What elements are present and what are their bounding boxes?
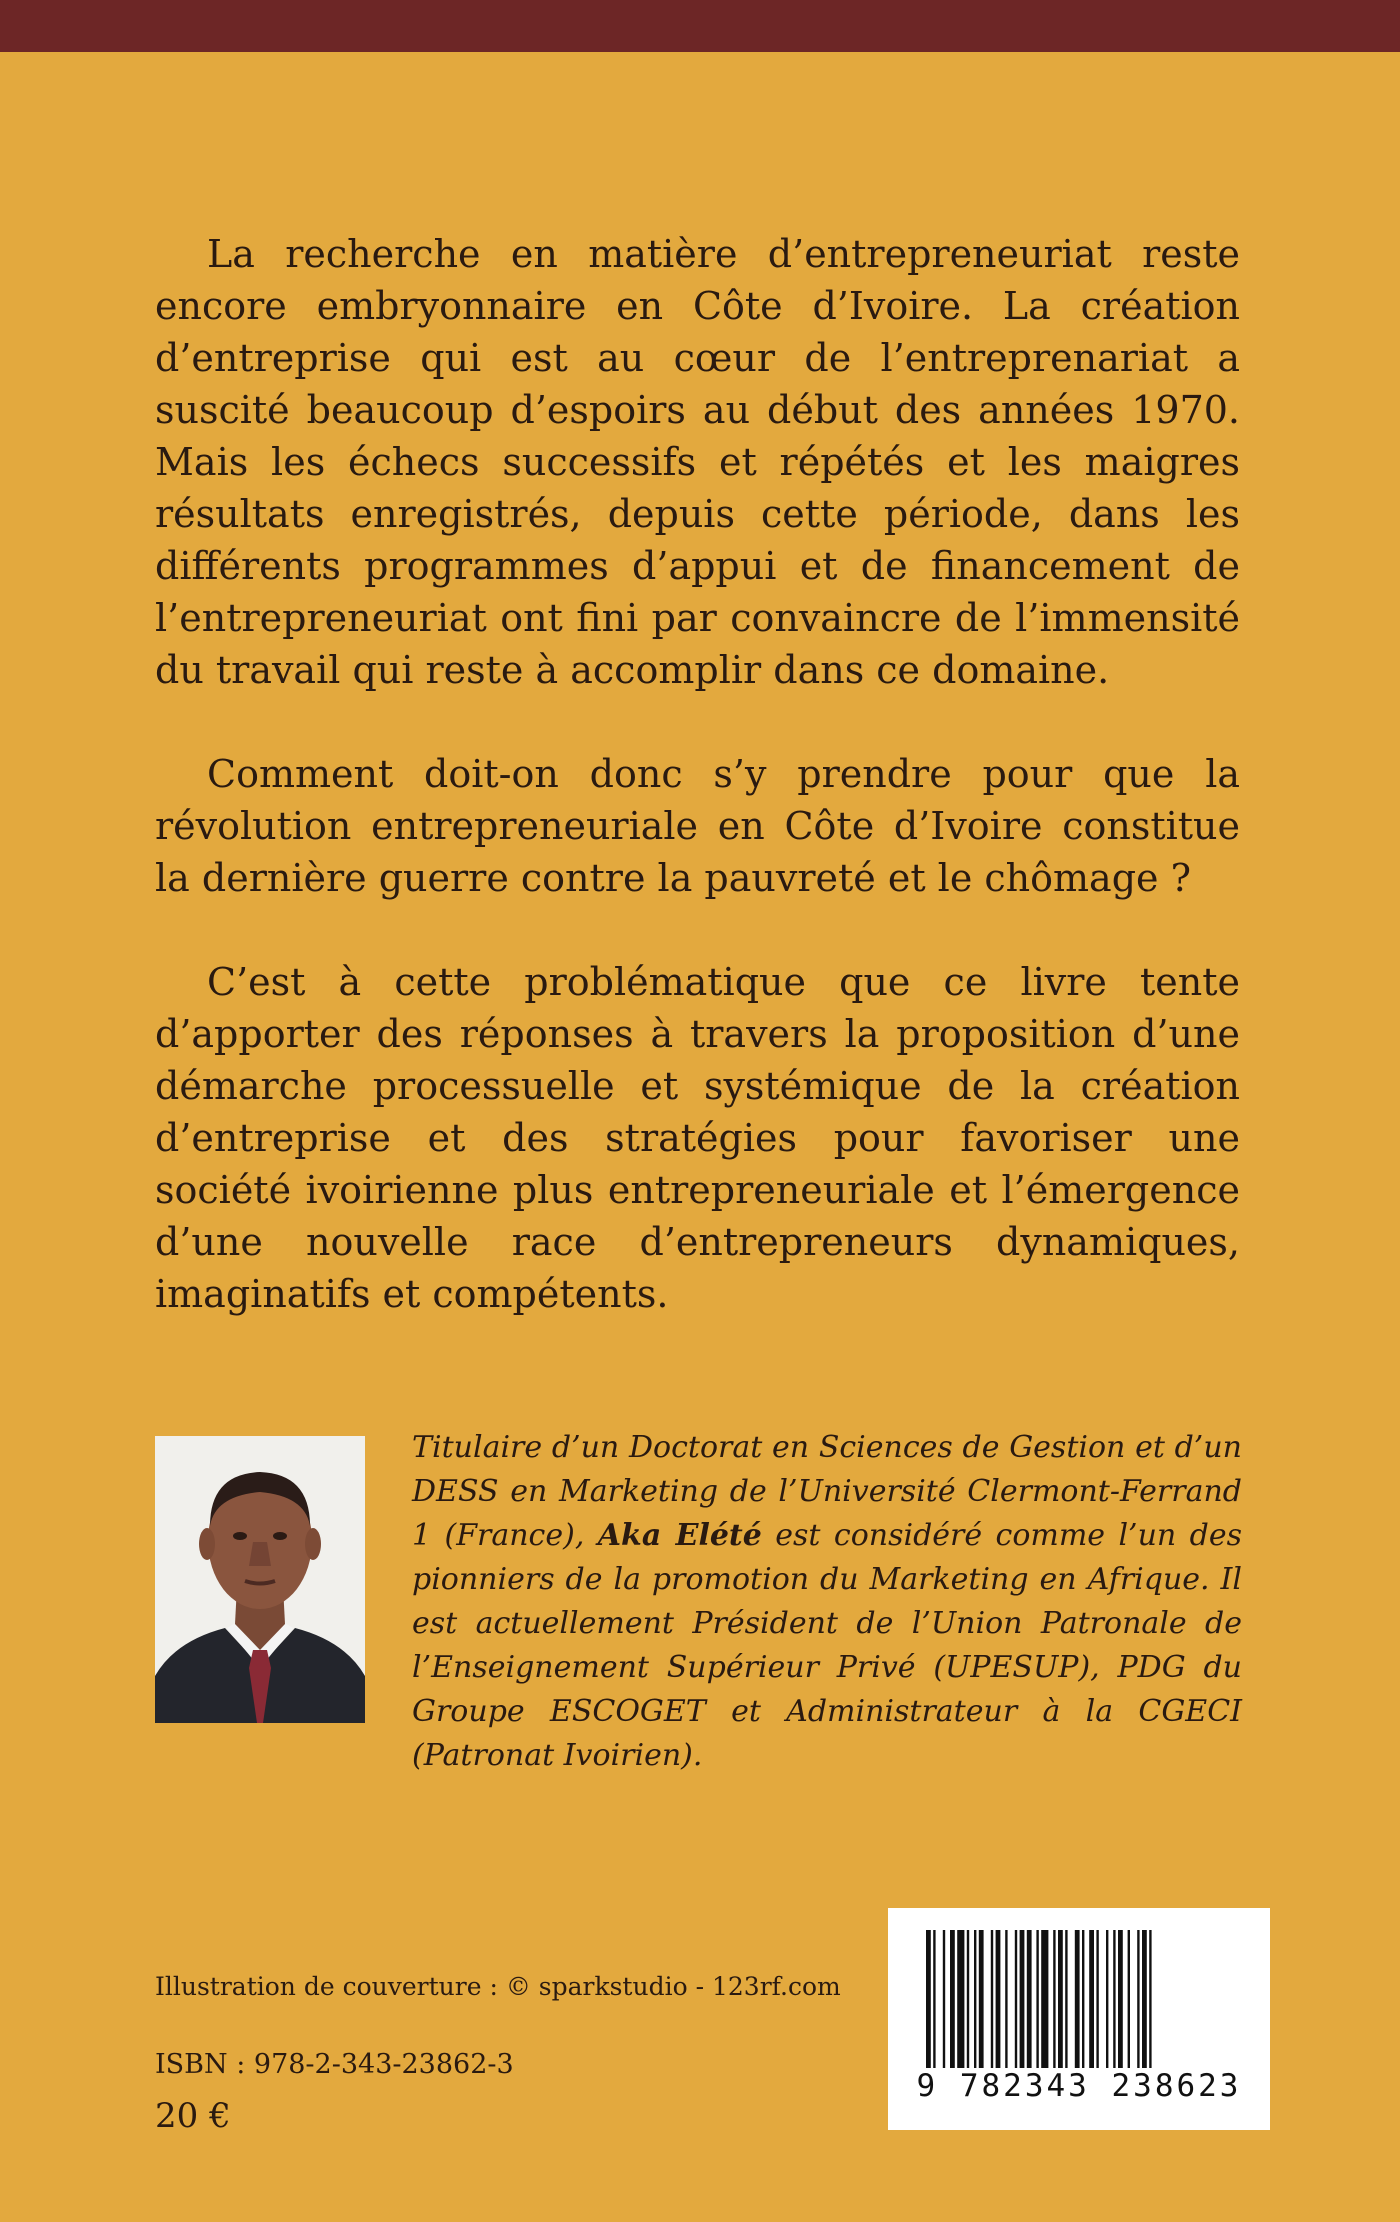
barcode-bar	[1096, 1930, 1098, 2068]
barcode-bar	[950, 1930, 955, 2068]
barcode-bar	[967, 1930, 969, 2068]
price-text: 20 €	[155, 2096, 231, 2136]
barcode-digits: 9 782343 238623	[916, 2068, 1242, 2104]
barcode	[888, 1908, 1270, 2130]
barcode-bar	[991, 1930, 993, 2068]
barcode-bar	[1106, 1930, 1108, 2068]
barcode-bar	[974, 1930, 976, 2068]
barcode-bar	[1128, 1930, 1130, 2068]
barcode-bar	[1065, 1930, 1067, 2068]
blurb-paragraph-1: La recherche en matière d’entrepreneuriat reste encore embryonnaire en Côte d’Ivoire. La création d’entreprise qui est au cœur de l’entreprenariat a suscité beaucoup d’espoirs au début des années 1970. Mais les échecs successifs et répétés et les maigres résultats enregistrés, depuis cette période, dans les différents programmes d’appui et de financement de l’entrepreneuriat ont fini par convaincre de l’immensité du travail qui reste à accomplir dans ce domaine.	[155, 232, 1240, 692]
author-photo	[155, 1436, 365, 1723]
barcode-bar	[1142, 1930, 1147, 2068]
barcode-bar	[1020, 1930, 1025, 2068]
top-color-band	[0, 0, 1400, 52]
barcode-bar	[943, 1930, 945, 2068]
barcode-bar	[1137, 1930, 1139, 2068]
author-portrait-icon	[155, 1436, 365, 1723]
barcode-bar	[1005, 1930, 1007, 2068]
cover-illustration-credit: Illustration de couverture : © sparkstudio - 123rf.com	[155, 1972, 841, 2001]
blurb-paragraph-3: C’est à cette problématique que ce livre tente d’apporter des réponses à travers la proposition d’une démarche processuelle et systémique de la création d’entreprise et des stratégies pour favoriser une société ivoirienne plus entrepreneuriale et l’émergence d’une nouvelle race d’entrepreneurs dynamiques, imaginatifs et compétents.	[155, 960, 1240, 1316]
barcode-bar	[1036, 1930, 1038, 2068]
barcode-bar	[926, 1930, 931, 2068]
barcode-bar	[1058, 1930, 1063, 2068]
barcode-bar	[1053, 1930, 1055, 2068]
barcode-bar	[996, 1930, 1001, 2068]
author-name: Aka Elété	[597, 1518, 762, 1553]
barcode-bar	[1149, 1930, 1151, 2068]
barcode-bar	[1113, 1930, 1115, 2068]
blurb-paragraph-2: Comment doit-on donc s’y prendre pour que la révolution entrepreneuriale en Côte d’Ivoire constitue la dernière guerre contre la pauvreté et le chômage ?	[155, 752, 1240, 900]
barcode-bar	[979, 1930, 984, 2068]
barcode-bar	[933, 1930, 935, 2068]
barcode-bar	[1027, 1930, 1032, 2068]
isbn-text: ISBN : 978-2-343-23862-3	[155, 2049, 514, 2080]
barcode-bar	[957, 1930, 964, 2068]
barcode-bar	[1082, 1930, 1084, 2068]
barcode-bar	[1041, 1930, 1048, 2068]
barcode-bar	[1089, 1930, 1094, 2068]
back-cover-blurb	[155, 228, 1240, 1372]
author-bio-intro: Titulaire d’un Doctorat en Sciences de Gestion et d’un DESS en Marketing de l’Université Clermont-Ferrand 1 (France),	[412, 1430, 1242, 1553]
author-bio-rest: est considéré comme l’un des pionniers de la promotion du Marketing en Afrique. Il est actuellement Président de l’Union Patronale de l’Enseignement Supérieur Privé (UPESUP), PDG du Groupe ESCOGET et Administrateur à la CGECI (Patronat Ivoirien).	[412, 1518, 1242, 1773]
barcode-bar	[1118, 1930, 1123, 2068]
barcode-bar	[1015, 1930, 1017, 2068]
author-bio	[412, 1426, 1242, 1778]
barcode-bar	[1075, 1930, 1080, 2068]
